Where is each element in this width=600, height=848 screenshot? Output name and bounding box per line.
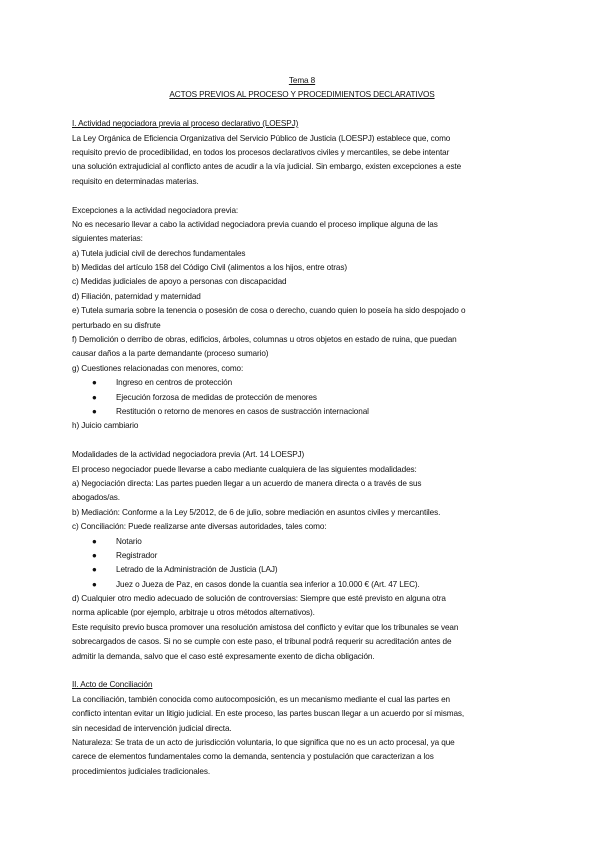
paragraph-line: admitir la demanda, salvo que el caso esté expresamente exento de dicha obligación. [72,651,375,661]
paragraph-line: siguientes materias: [72,234,143,244]
paragraph-line: carece de elementos fundamentales como la demanda, sentencia y postulación que caracterizan a los [72,752,434,762]
exception-item: e) Tutela sumaria sobre la tenencia o posesión de cosa o derecho, cuando quien lo poseía ha sido despojado o [72,306,466,316]
document-title: ACTOS PREVIOS AL PROCESO Y PROCEDIMIENTOS DECLARATIVOS [169,90,435,100]
list-item-text: Juez o Jueza de Paz, en casos donde la cuantía sea inferior a 10.000 € (Art. 47 LEC). [116,579,420,589]
list-item [72,549,532,563]
list-item [72,563,532,577]
section-heading-2: II. Acto de Conciliación [72,680,153,690]
bullet-icon: ● [92,378,97,388]
paragraph-line: d) Cualquier otro medio adecuado de solución de controversias: Siempre que esté previsto en alguna otra [72,594,446,604]
paragraph-line: procedimientos judiciales tradicionales. [72,766,210,776]
paragraph-line: a) Negociación directa: Las partes pueden llegar a un acuerdo de manera directa o a través de sus [72,478,422,488]
paragraph-line: El proceso negociador puede llevarse a cabo mediante cualquiera de las siguientes modalidades: [72,464,417,474]
subheading-excepciones: Excepciones a la actividad negociadora previa: [72,205,239,215]
section-heading-1: I. Actividad negociadora previa al proceso declarativo (LOESPJ) [72,119,299,129]
document-body [72,74,532,779]
list-item-text: Notario [116,536,142,546]
paragraph-line: La conciliación, también conocida como autocomposición, es un mecanismo mediante el cual las partes en [72,694,451,704]
list-item-text: Letrado de la Administración de Justicia (LAJ) [116,565,278,575]
subheading-modalidades: Modalidades de la actividad negociadora previa (Art. 14 LOESPJ) [72,450,305,460]
list-item [72,535,532,549]
spacer [72,189,532,203]
bullet-icon: ● [92,536,97,546]
list-item-text: Ejecución forzosa de medidas de protección de menores [116,392,317,402]
exception-item: causar daños a la parte demandante (proceso sumario) [72,349,269,359]
topic-number: Tema 8 [288,76,316,85]
bullet-icon: ● [92,550,97,560]
paragraph-line: c) Conciliación: Puede realizarse ante diversas autoridades, tales como: [72,522,327,532]
paragraph-line: conflicto intentan evitar un litigio judicial. En este proceso, las partes buscan llegar a un acuerdo por sí mismas, [72,709,465,719]
exception-item: g) Cuestiones relacionadas con menores, como: [72,363,244,373]
list-item [72,578,532,592]
paragraph-line: Naturaleza: Se trata de un acto de jurisdicción voluntaria, lo que significa que no es un acto procesal, ya que [72,737,455,747]
autoridades-list [72,535,532,593]
list-item-text: Restitución o retorno de menores en casos de sustracción internacional [116,406,369,416]
paragraph-line: sin necesidad de intervención judicial directa. [72,723,232,733]
paragraph-line: requisito en determinadas materias. [72,176,199,186]
spacer [72,664,532,678]
bullet-icon: ● [92,392,97,402]
list-item-text: Ingreso en centros de protección [116,378,233,388]
exception-item: c) Medidas judiciales de apoyo a personas con discapacidad [72,277,287,287]
exception-item: f) Demolición o derribo de obras, edificios, árboles, columnas u otros objetos en estado de ruina, que puedan [72,335,457,345]
paragraph-line: una solución extrajudicial al conflicto antes de acudir a la vía judicial. Sin embargo, existen excepciones a este [72,162,462,172]
list-item [72,376,532,390]
exception-item: d) Filiación, paternidad y maternidad [72,291,201,301]
paragraph-line: No es necesario llevar a cabo la actividad negociadora previa cuando el proceso implique alguna de las [72,219,438,229]
exception-item: h) Juicio cambiario [72,421,139,431]
paragraph-line: requisito previo de procedibilidad, en todos los procesos declarativos civiles y mercantiles, se debe intentar [72,147,450,157]
paragraph-line: b) Mediación: Conforme a la Ley 5/2012, de 6 de julio, sobre mediación en asuntos civiles y mercantiles. [72,507,441,517]
list-item [72,405,532,419]
menores-list [72,376,532,419]
paragraph-line: norma aplicable (por ejemplo, arbitraje u otros métodos alternativos). [72,608,315,618]
spacer [72,103,532,117]
paragraph-line: sobrecargados de casos. Si no se cumple con este paso, el tribunal podrá requerir su acreditación antes de [72,637,452,647]
exception-item: b) Medidas del artículo 158 del Código Civil (alimentos a los hijos, entre otras) [72,263,347,273]
list-item [72,391,532,405]
spacer [72,434,532,448]
bullet-icon: ● [92,406,97,416]
exception-item: a) Tutela judicial civil de derechos fundamentales [72,248,246,258]
paragraph-line: La Ley Orgánica de Eficiencia Organizativa del Servicio Público de Justicia (LOESPJ) establece que, como [72,133,451,143]
paragraph-line: abogados/as. [72,493,120,503]
list-item-text: Registrador [116,550,158,560]
paragraph-line: Este requisito previo busca promover una resolución amistosa del conflicto y evitar que los tribunales se vean [72,622,459,632]
bullet-icon: ● [92,579,97,589]
exception-item: perturbado en su disfrute [72,320,161,330]
bullet-icon: ● [92,565,97,575]
